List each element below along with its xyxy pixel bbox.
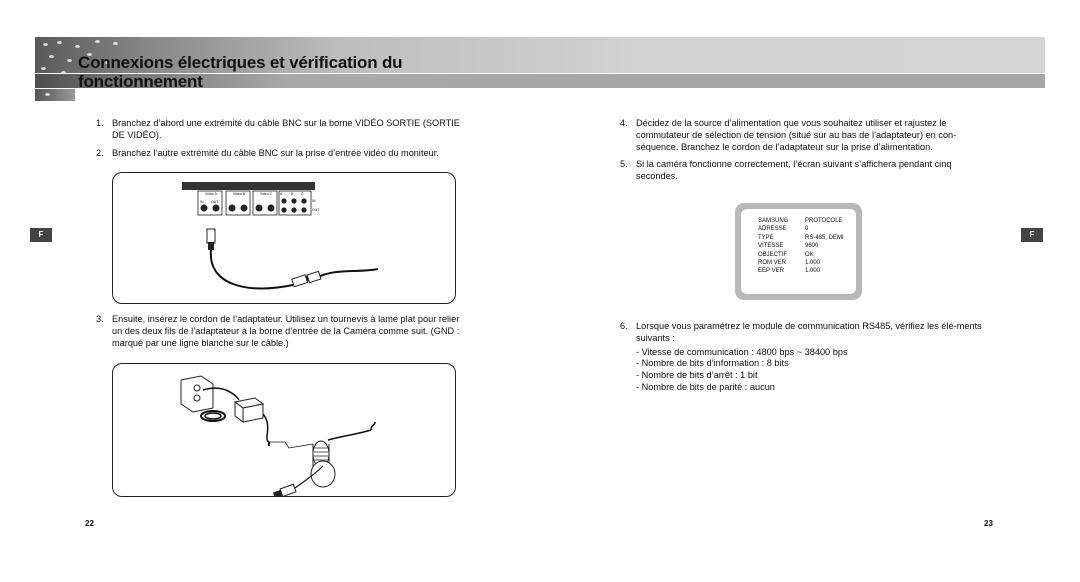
out-label: OUT: [211, 200, 219, 204]
step-2: [96, 148, 466, 160]
page-title: Connexions électriques et vérification du fonctionnement: [78, 53, 403, 91]
bullet-item: - Nombre de bits d’information : 8 bits: [636, 358, 789, 369]
osd-key: SAMSUNG: [758, 218, 789, 224]
step-5: [620, 159, 990, 183]
right-column: [620, 118, 990, 189]
monitor-display: [741, 209, 856, 294]
audio-letter: B: [291, 192, 294, 196]
osd-key: ROM VER: [758, 260, 787, 267]
osd-value: 1.000: [805, 268, 821, 275]
step-number: 2.: [96, 147, 104, 158]
osd-row: [758, 217, 844, 225]
osd-value: OK: [805, 251, 814, 258]
step-3: [96, 314, 466, 349]
right-column-step6: [620, 321, 990, 394]
osd-row: [758, 225, 844, 233]
in-label: IN: [200, 200, 204, 204]
osd-text: [758, 217, 844, 276]
osd-key: TYPE: [758, 234, 774, 241]
language-tab-left: F: [30, 228, 52, 242]
bnc-cable-diagram: [113, 173, 455, 303]
out-label: OUT: [312, 208, 320, 212]
step-1: [96, 118, 466, 142]
adapter-wiring-figure: [112, 363, 456, 497]
osd-value: 1.000: [805, 260, 821, 267]
step-number: 3.: [96, 314, 104, 324]
adapter-wiring-diagram: [113, 364, 455, 496]
osd-key: VITESSE: [758, 243, 784, 250]
osd-row: [758, 259, 844, 267]
port-label: Video A: [204, 192, 217, 196]
left-column: [96, 118, 466, 165]
osd-row: [758, 242, 844, 250]
left-column-step3: [96, 314, 466, 355]
osd-value: 9600: [805, 243, 819, 250]
page-number-left: 22: [85, 519, 94, 528]
language-tab-right: F: [1021, 228, 1043, 242]
bnc-connection-figure: [112, 172, 456, 304]
step-text: Ensuite, insérez le cordon de l’adaptateur. Utilisez un tournevis à lame plat pour relier un des deux fils de l’adaptateur à la borne d’entrée de la Caméra comme suit. (GND : marqué par une ligne blanche sur le câble.): [112, 314, 460, 348]
step-number: 4.: [620, 118, 628, 128]
osd-row: [758, 234, 844, 242]
port-label: Video B: [232, 192, 246, 196]
step-text: Si la caméra fonctionne correctement, l’écran suivant s’affichera pendant cinq secondes.: [636, 159, 952, 182]
osd-value: PROTOCOLE: [805, 218, 843, 224]
in-label: IN: [312, 199, 316, 203]
page-number-right: 23: [984, 519, 993, 528]
osd-key: EEP VER: [758, 268, 784, 275]
port-label: Video C: [259, 192, 273, 196]
step-text: Branchez d’abord une extrémité du câble BNC sur la borne VIDÉO SORTIE (SORTIE DE VIDÉO).: [112, 118, 460, 140]
step-text: Lorsque vous paramétrez le module de communication RS485, vérifiez les élé-ments suivants :: [636, 321, 982, 343]
bullet-item: - Vitesse de communication : 4800 bps ~ 38400 bps: [636, 346, 848, 357]
step-4: [620, 118, 990, 153]
bullet-item: - Nombre de bits d’arrêt : 1 bit: [636, 370, 758, 381]
audio-letter: A: [280, 192, 283, 196]
step-number: 1.: [96, 118, 104, 128]
step-number: 6.: [620, 321, 628, 331]
osd-value: RS-485, DEMI: [805, 234, 844, 241]
osd-row: [758, 267, 844, 275]
step-6: [620, 321, 990, 345]
step-text: Branchez l’autre extrémité du câble BNC sur la prise d’entrée vidéo du moniteur.: [112, 147, 439, 158]
monitor-screen-figure: [735, 203, 862, 300]
audio-letter: C: [301, 192, 304, 196]
step-text: Décidez de la source d’alimentation que vous souhaitez utiliser et rajustez le commutateur de sélection de tension (situé sur au bas de l’adaptateur) en con-séquence. Branchez le cordon de l’adaptateur sur la prise d’alimentation.: [636, 118, 957, 152]
osd-value: 0: [805, 226, 809, 233]
osd-key: ADRESSE: [758, 226, 787, 233]
osd-row: [758, 251, 844, 259]
osd-key: OBJECTIF: [758, 251, 788, 258]
step-number: 5.: [620, 159, 628, 170]
bullet-item: - Nombre de bits de parité : aucun: [636, 381, 775, 392]
